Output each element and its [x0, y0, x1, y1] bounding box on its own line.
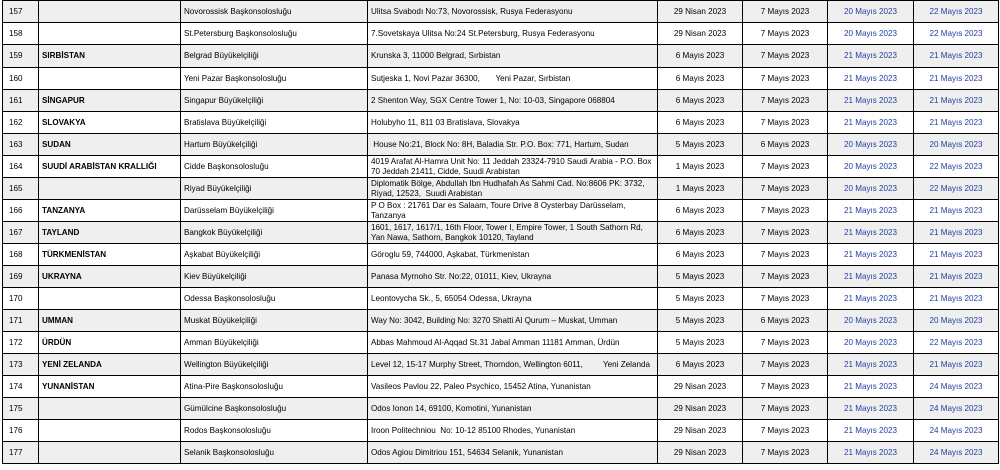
date-3: 21 Mayıs 2023	[828, 112, 914, 134]
date-3: 20 Mayıs 2023	[828, 310, 914, 332]
mission-address: Iroon Politechniou No: 10-12 85100 Rhodes, Yunanistan	[368, 420, 658, 442]
table-row	[3, 376, 999, 398]
table-row	[3, 420, 999, 442]
date-4: 24 Mayıs 2023	[914, 420, 999, 442]
row-number: 168	[3, 244, 39, 266]
date-3: 21 Mayıs 2023	[828, 376, 914, 398]
mission-address: P O Box : 21761 Dar es Salaam, Toure Drive 8 Oysterbay Darüsselam, Tanzanya	[368, 200, 658, 222]
row-number: 177	[3, 442, 39, 464]
date-1: 1 Mayıs 2023	[658, 178, 743, 200]
missions-table	[2, 0, 999, 464]
date-3: 21 Mayıs 2023	[828, 200, 914, 222]
date-3: 21 Mayıs 2023	[828, 442, 914, 464]
mission-name: Aşkabat Büyükelçiliği	[181, 244, 368, 266]
country-name: TAYLAND	[39, 222, 181, 244]
row-number: 163	[3, 134, 39, 156]
date-1: 29 Nisan 2023	[658, 23, 743, 45]
mission-name: Belgrad Büyükelçiliği	[181, 45, 368, 68]
country-name: SİNGAPUR	[39, 90, 181, 112]
date-2: 7 Mayıs 2023	[743, 288, 828, 310]
country-name: UMMAN	[39, 310, 181, 332]
row-number: 169	[3, 266, 39, 288]
date-1: 29 Nisan 2023	[658, 442, 743, 464]
date-1: 6 Mayıs 2023	[658, 244, 743, 266]
date-2: 7 Mayıs 2023	[743, 156, 828, 178]
date-3: 20 Mayıs 2023	[828, 1, 914, 23]
date-1: 6 Mayıs 2023	[658, 222, 743, 244]
country-name	[39, 398, 181, 420]
mission-name: Darüsselam Büyükelçiliği	[181, 200, 368, 222]
table-row	[3, 68, 999, 90]
mission-address: Sutjeska 1, Novi Pazar 36300, Yeni Pazar, Sırbistan	[368, 68, 658, 90]
table-row	[3, 288, 999, 310]
date-3: 21 Mayıs 2023	[828, 68, 914, 90]
date-4: 22 Mayıs 2023	[914, 178, 999, 200]
date-1: 6 Mayıs 2023	[658, 45, 743, 68]
date-3: 20 Mayıs 2023	[828, 134, 914, 156]
date-3: 20 Mayıs 2023	[828, 178, 914, 200]
date-1: 5 Mayıs 2023	[658, 134, 743, 156]
date-4: 24 Mayıs 2023	[914, 442, 999, 464]
country-name	[39, 178, 181, 200]
country-name	[39, 23, 181, 45]
date-1: 6 Mayıs 2023	[658, 354, 743, 376]
mission-name: Gümülcine Başkonsolosluğu	[181, 398, 368, 420]
country-name	[39, 288, 181, 310]
table-row	[3, 398, 999, 420]
date-1: 6 Mayıs 2023	[658, 90, 743, 112]
row-number: 157	[3, 1, 39, 23]
date-2: 7 Mayıs 2023	[743, 68, 828, 90]
date-4: 20 Mayıs 2023	[914, 310, 999, 332]
table-row	[3, 45, 999, 68]
date-4: 24 Mayıs 2023	[914, 398, 999, 420]
mission-name: Bangkok Büyükelçiliği	[181, 222, 368, 244]
date-4: 22 Mayıs 2023	[914, 156, 999, 178]
country-name: SUUDİ ARABİSTAN KRALLIĞI	[39, 156, 181, 178]
date-2: 7 Mayıs 2023	[743, 178, 828, 200]
row-number: 161	[3, 90, 39, 112]
date-2: 7 Mayıs 2023	[743, 200, 828, 222]
mission-name: Wellington Büyükelçiliği	[181, 354, 368, 376]
date-4: 21 Mayıs 2023	[914, 200, 999, 222]
row-number: 170	[3, 288, 39, 310]
mission-name: Rodos Başkonsolosluğu	[181, 420, 368, 442]
date-2: 7 Mayıs 2023	[743, 266, 828, 288]
date-4: 21 Mayıs 2023	[914, 266, 999, 288]
date-3: 21 Mayıs 2023	[828, 398, 914, 420]
mission-name: Odessa Başkonsolosluğu	[181, 288, 368, 310]
table-row	[3, 1, 999, 23]
date-1: 5 Mayıs 2023	[658, 288, 743, 310]
date-2: 7 Mayıs 2023	[743, 354, 828, 376]
mission-address: 4019 Arafat Al-Hamra Unit No: 11 Jeddah 23324-7910 Saudi Arabia - P.O. Box 70 Jeddah 21411, Cidde, Suudi Arabistan	[368, 156, 658, 178]
mission-address: Abbas Mahmoud Al-Aqqad St.31 Jabal Amman 11181 Amman, Ürdün	[368, 332, 658, 354]
date-3: 21 Mayıs 2023	[828, 45, 914, 68]
mission-name: Riyad Büyükelçiliği	[181, 178, 368, 200]
date-2: 7 Mayıs 2023	[743, 420, 828, 442]
table-row	[3, 332, 999, 354]
mission-name: Muskat Büyükelçiliği	[181, 310, 368, 332]
date-4: 22 Mayıs 2023	[914, 1, 999, 23]
date-4: 21 Mayıs 2023	[914, 45, 999, 68]
date-3: 20 Mayıs 2023	[828, 23, 914, 45]
country-name: TÜRKMENİSTAN	[39, 244, 181, 266]
date-4: 24 Mayıs 2023	[914, 376, 999, 398]
date-1: 6 Mayıs 2023	[658, 68, 743, 90]
table-row	[3, 178, 999, 200]
mission-address: 2 Shenton Way, SGX Centre Tower 1, No: 10-03, Singapore 068804	[368, 90, 658, 112]
table-row	[3, 156, 999, 178]
mission-name: Atina-Pire Başkonsolosluğu	[181, 376, 368, 398]
date-2: 6 Mayıs 2023	[743, 134, 828, 156]
country-name: TANZANYA	[39, 200, 181, 222]
date-4: 21 Mayıs 2023	[914, 222, 999, 244]
mission-address: Vasileos Pavlou 22, Paleo Psychico, 15452 Atina, Yunanistan	[368, 376, 658, 398]
mission-address: Göroglu 59, 744000, Aşkabat, Türkmenistan	[368, 244, 658, 266]
date-3: 21 Mayıs 2023	[828, 266, 914, 288]
date-2: 7 Mayıs 2023	[743, 90, 828, 112]
mission-address: Level 12, 15-17 Murphy Street, Thorndon, Wellington 6011, Yeni Zelanda	[368, 354, 658, 376]
table-row	[3, 244, 999, 266]
date-3: 21 Mayıs 2023	[828, 90, 914, 112]
date-3: 21 Mayıs 2023	[828, 222, 914, 244]
date-1: 5 Mayıs 2023	[658, 332, 743, 354]
table-row	[3, 310, 999, 332]
mission-address: House No:21, Block No: 8H, Baladia Str. P.O. Box: 771, Hartum, Sudan	[368, 134, 658, 156]
mission-address: Krunska 3, 11000 Belgrad, Sırbistan	[368, 45, 658, 68]
mission-address: Panasa Myrnoho Str. No:22, 01011, Kiev, Ukrayna	[368, 266, 658, 288]
table-row	[3, 266, 999, 288]
date-1: 1 Mayıs 2023	[658, 156, 743, 178]
date-3: 21 Mayıs 2023	[828, 288, 914, 310]
date-3: 20 Mayıs 2023	[828, 156, 914, 178]
row-number: 176	[3, 420, 39, 442]
date-3: 21 Mayıs 2023	[828, 244, 914, 266]
country-name: YUNANİSTAN	[39, 376, 181, 398]
mission-name: Bratislava Büyükelçiliği	[181, 112, 368, 134]
mission-address: Odos Agiou Dimitriou 151, 54634 Selanik, Yunanistan	[368, 442, 658, 464]
row-number: 158	[3, 23, 39, 45]
table-row	[3, 200, 999, 222]
country-name: SLOVAKYA	[39, 112, 181, 134]
date-1: 29 Nisan 2023	[658, 398, 743, 420]
date-3: 21 Mayıs 2023	[828, 354, 914, 376]
date-2: 7 Mayıs 2023	[743, 1, 828, 23]
date-4: 21 Mayıs 2023	[914, 68, 999, 90]
table-row	[3, 90, 999, 112]
mission-name: Kiev Büyükelçiliği	[181, 266, 368, 288]
mission-name: Amman Büyükelçiliği	[181, 332, 368, 354]
mission-address: 7.Sovetskaya Ulitsa No:24 St.Petersburg, Rusya Federasyonu	[368, 23, 658, 45]
row-number: 166	[3, 200, 39, 222]
date-1: 29 Nisan 2023	[658, 376, 743, 398]
date-4: 21 Mayıs 2023	[914, 288, 999, 310]
country-name: UKRAYNA	[39, 266, 181, 288]
date-2: 7 Mayıs 2023	[743, 244, 828, 266]
row-number: 171	[3, 310, 39, 332]
row-number: 165	[3, 178, 39, 200]
row-number: 173	[3, 354, 39, 376]
date-2: 7 Mayıs 2023	[743, 45, 828, 68]
row-number: 159	[3, 45, 39, 68]
date-3: 20 Mayıs 2023	[828, 332, 914, 354]
country-name	[39, 442, 181, 464]
date-4: 22 Mayıs 2023	[914, 23, 999, 45]
mission-name: Singapur Büyükelçiliği	[181, 90, 368, 112]
date-2: 7 Mayıs 2023	[743, 376, 828, 398]
table-row	[3, 134, 999, 156]
date-1: 6 Mayıs 2023	[658, 200, 743, 222]
date-4: 21 Mayıs 2023	[914, 112, 999, 134]
row-number: 167	[3, 222, 39, 244]
date-2: 6 Mayıs 2023	[743, 310, 828, 332]
date-4: 22 Mayıs 2023	[914, 332, 999, 354]
mission-address: Way No: 3042, Building No: 3270 Shatti Al Qurum – Muskat, Umman	[368, 310, 658, 332]
date-1: 29 Nisan 2023	[658, 420, 743, 442]
date-4: 20 Mayıs 2023	[914, 134, 999, 156]
date-2: 7 Mayıs 2023	[743, 222, 828, 244]
mission-name: St.Petersburg Başkonsolosluğu	[181, 23, 368, 45]
mission-name: Selanik Başkonsolosluğu	[181, 442, 368, 464]
row-number: 162	[3, 112, 39, 134]
mission-name: Hartum Büyükelçiliği	[181, 134, 368, 156]
date-4: 21 Mayıs 2023	[914, 244, 999, 266]
date-3: 21 Mayıs 2023	[828, 420, 914, 442]
date-1: 5 Mayıs 2023	[658, 266, 743, 288]
table-row	[3, 23, 999, 45]
mission-address: 1601, 1617, 1617/1, 16th Floor, Tower I, Empire Tower, 1 South Sathorn Rd, Yan Nawa, Sathorn, Bangkok 10120, Tayland	[368, 222, 658, 244]
mission-address: Holubyho 11, 811 03 Bratislava, Slovakya	[368, 112, 658, 134]
date-2: 7 Mayıs 2023	[743, 23, 828, 45]
row-number: 175	[3, 398, 39, 420]
mission-address: Ulitsa Svabodı No:73, Novorossisk, Rusya Federasyonu	[368, 1, 658, 23]
table-row	[3, 112, 999, 134]
row-number: 174	[3, 376, 39, 398]
country-name	[39, 1, 181, 23]
country-name: ÜRDÜN	[39, 332, 181, 354]
mission-name: Novorossisk Başkonsolosluğu	[181, 1, 368, 23]
date-1: 6 Mayıs 2023	[658, 112, 743, 134]
table-row	[3, 354, 999, 376]
row-number: 172	[3, 332, 39, 354]
row-number: 160	[3, 68, 39, 90]
mission-address: Diplomatik Bölge, Abdullah Ibn Hudhafah As Sahmi Cad. No:8606 PK: 3732, Riyad, 12523, Suudi Arabistan	[368, 178, 658, 200]
country-name: SUDAN	[39, 134, 181, 156]
date-1: 29 Nisan 2023	[658, 1, 743, 23]
date-4: 21 Mayıs 2023	[914, 90, 999, 112]
date-2: 7 Mayıs 2023	[743, 442, 828, 464]
country-name: YENİ ZELANDA	[39, 354, 181, 376]
mission-name: Yeni Pazar Başkonsolosluğu	[181, 68, 368, 90]
date-1: 5 Mayıs 2023	[658, 310, 743, 332]
date-2: 7 Mayıs 2023	[743, 332, 828, 354]
mission-address: Odos Ionon 14, 69100, Komotini, Yunanistan	[368, 398, 658, 420]
date-2: 7 Mayıs 2023	[743, 112, 828, 134]
table-row	[3, 442, 999, 464]
date-2: 7 Mayıs 2023	[743, 398, 828, 420]
row-number: 164	[3, 156, 39, 178]
table-row	[3, 222, 999, 244]
mission-name: Cidde Başkonsolosluğu	[181, 156, 368, 178]
country-name	[39, 420, 181, 442]
date-4: 21 Mayıs 2023	[914, 354, 999, 376]
country-name: SIRBİSTAN	[39, 45, 181, 68]
country-name	[39, 68, 181, 90]
mission-address: Leontovycha Sk., 5, 65054 Odessa, Ukrayna	[368, 288, 658, 310]
